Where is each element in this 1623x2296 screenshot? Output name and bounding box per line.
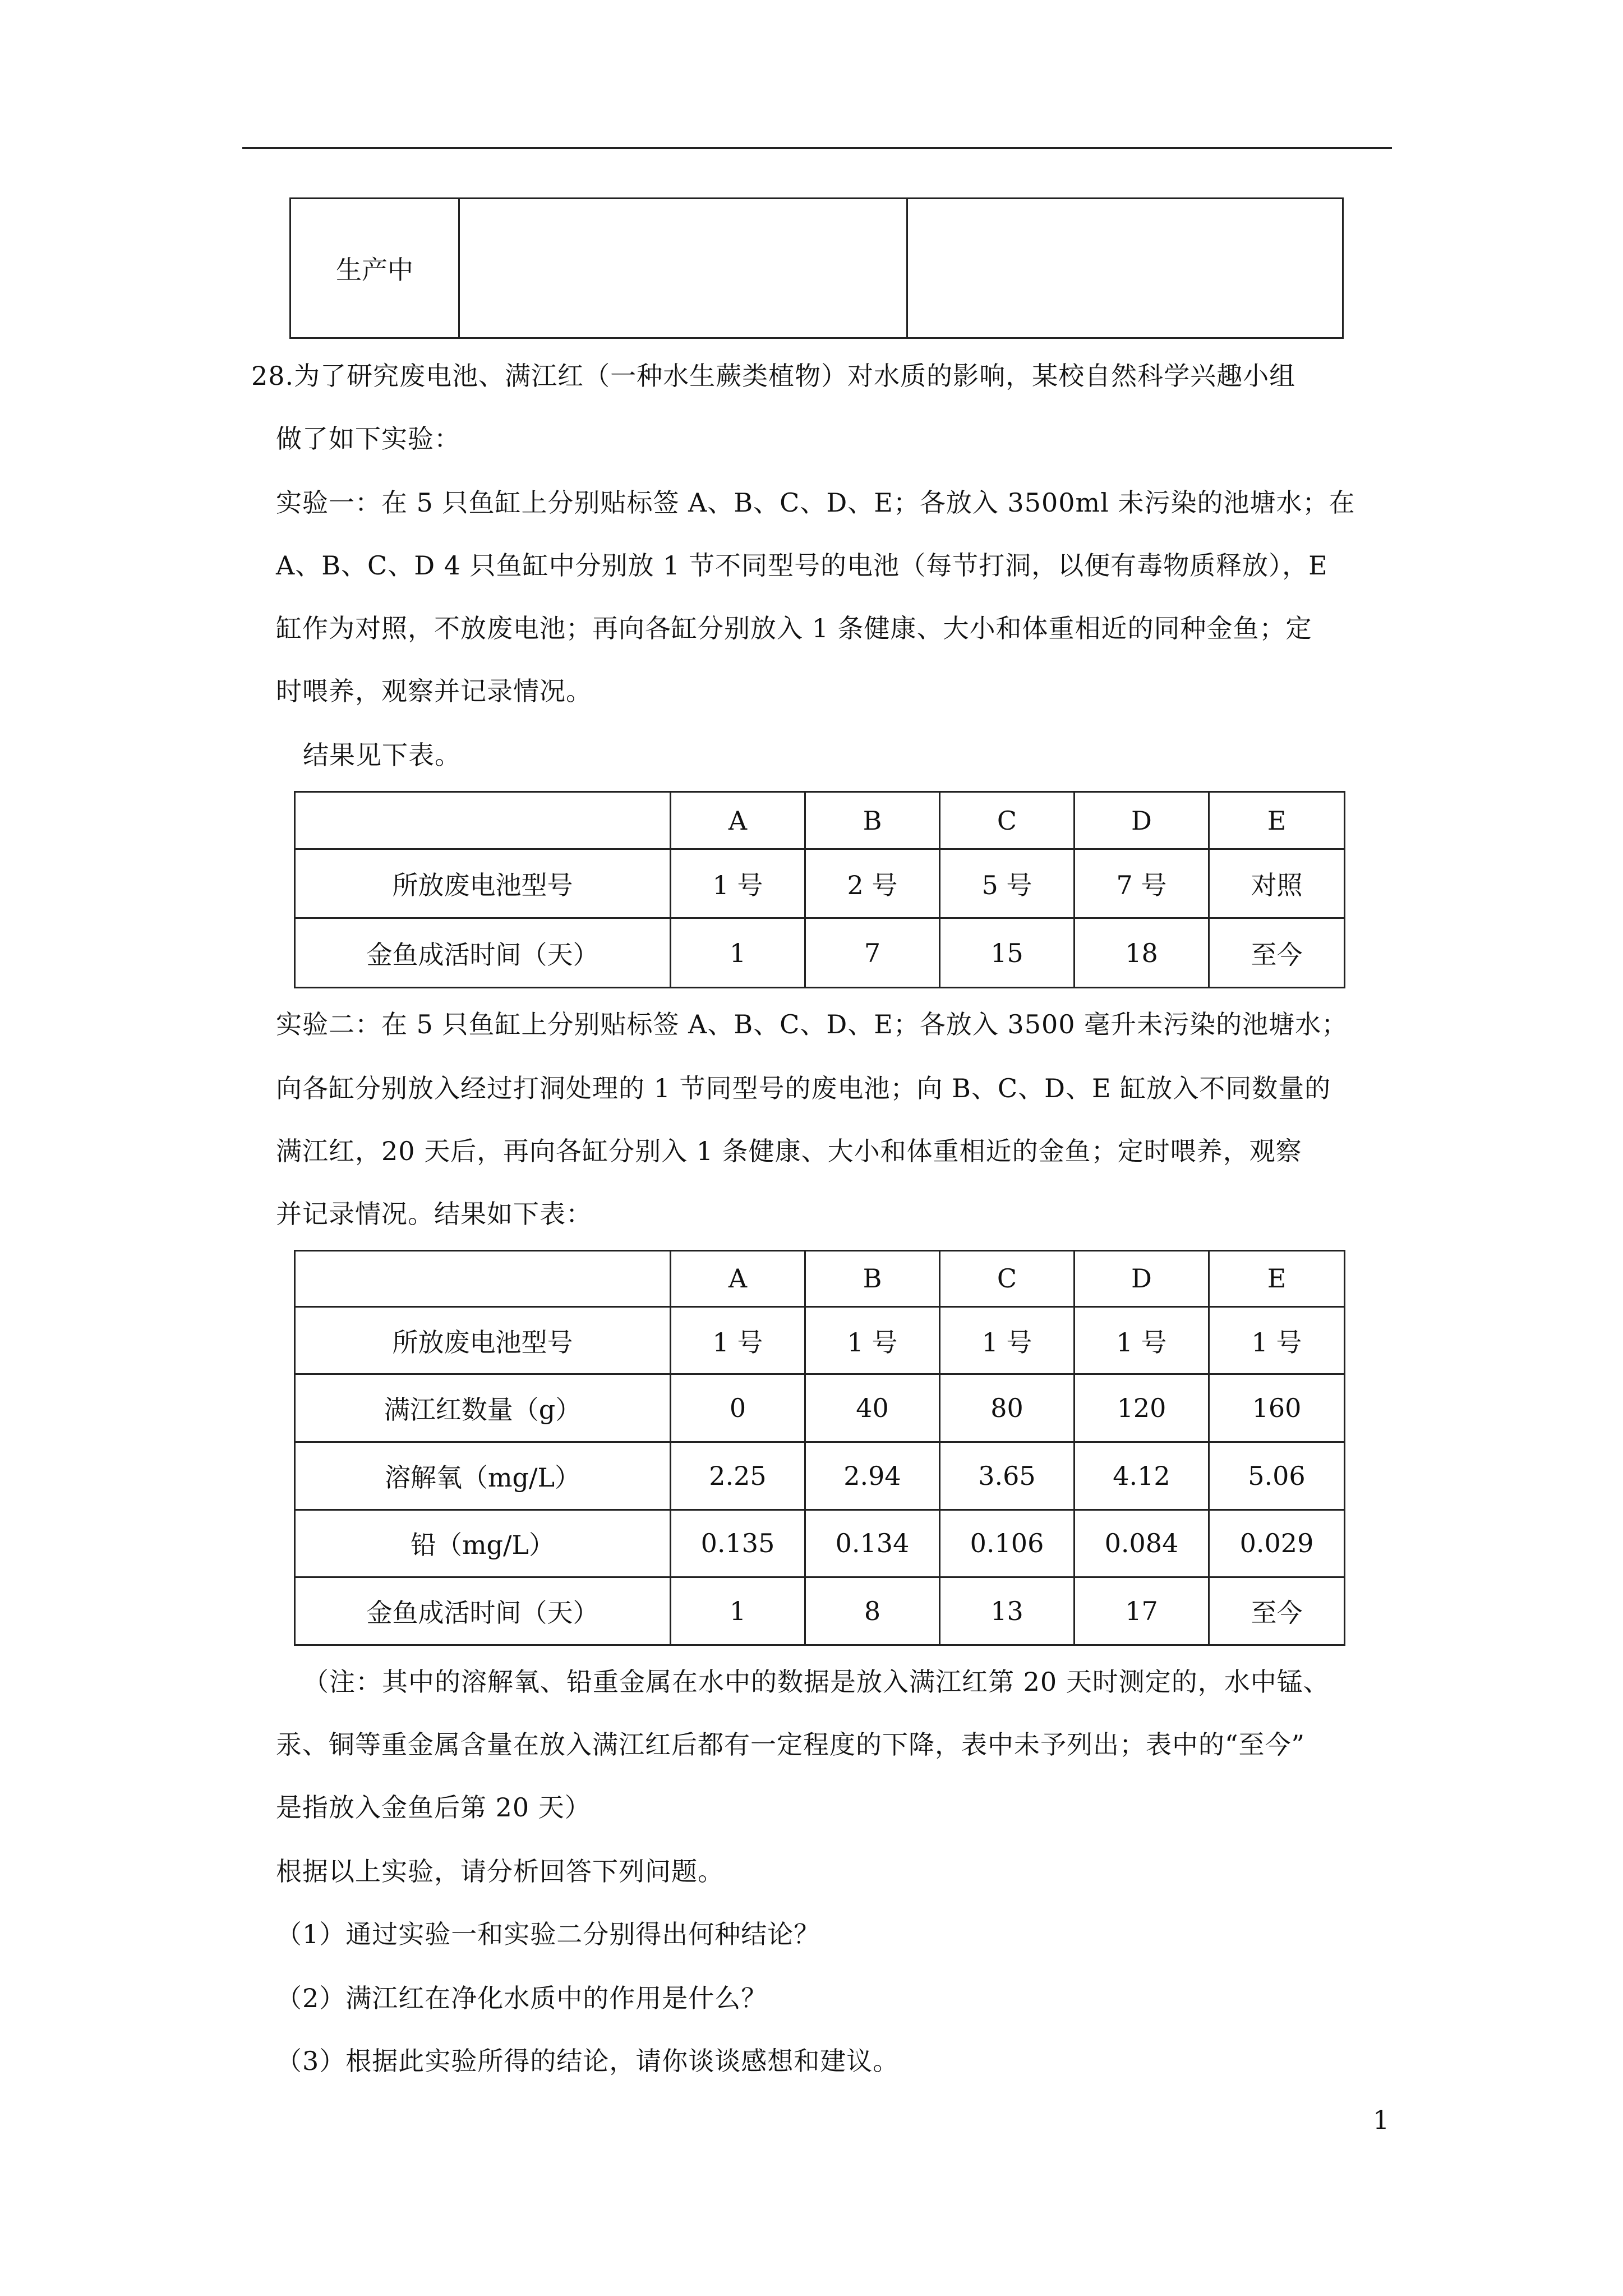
- table-cell: 0.029: [1209, 1510, 1345, 1577]
- sub-question: （2）满江红在净化水质中的作用是什么？: [276, 1983, 768, 2013]
- table-cell: 160: [1209, 1374, 1345, 1442]
- table-cell: 1 号: [671, 849, 805, 918]
- table-header-cell: B: [805, 1251, 940, 1307]
- table-row-label: 所放废电池型号: [295, 849, 671, 918]
- table-cell: 7: [805, 918, 940, 988]
- table-header-cell: [295, 792, 671, 849]
- table-cell: 40: [805, 1374, 940, 1442]
- table-cell: 1 号: [1075, 1306, 1209, 1374]
- experiment-2-line: 满江红，20 天后，再向各缸分别入 1 条健康、大小和体重相近的金鱼；定时喂养，观察: [276, 1136, 1302, 1166]
- table-2: [294, 1250, 1345, 1646]
- note-line: 汞、铜等重金属含量在放入满江红后都有一定程度的下降，表中未予列出；表中的“至今”: [276, 1729, 1306, 1760]
- sub-question: （1）通过实验一和实验二分别得出何种结论？: [276, 1919, 820, 1949]
- table-header-cell: E: [1209, 1251, 1345, 1307]
- page-number: 1: [1373, 2105, 1390, 2135]
- table-header-cell: D: [1075, 1251, 1209, 1307]
- table-row: [295, 918, 1345, 988]
- table-cell: 0.135: [671, 1510, 805, 1577]
- table-header-cell: E: [1209, 792, 1345, 849]
- fragment-row-label: 生产中: [291, 199, 459, 338]
- table-cell: 15: [940, 918, 1075, 988]
- table-cell: 18: [1075, 918, 1209, 988]
- table-cell: 0.106: [940, 1510, 1075, 1577]
- table-row: [295, 1374, 1345, 1442]
- table-row-label: 满江红数量（g）: [295, 1374, 671, 1442]
- table-row-label: 金鱼成活时间（天）: [295, 1577, 671, 1645]
- experiment-2-line: 并记录情况。结果如下表：: [276, 1199, 592, 1229]
- table-cell: 17: [1075, 1577, 1209, 1645]
- fragment-table: [289, 197, 1344, 339]
- table-cell: 5 号: [940, 849, 1075, 918]
- table-cell: 80: [940, 1374, 1075, 1442]
- table-cell: 1: [671, 918, 805, 988]
- note-line: 是指放入金鱼后第 20 天）: [276, 1792, 591, 1823]
- experiment-1-line: A、B、C、D 4 只鱼缸中分别放 1 节不同型号的电池（每节打洞，以便有毒物质释放），E: [276, 550, 1328, 581]
- experiment-1-line: 实验一：在 5 只鱼缸上分别贴标签 A、B、C、D、E；各放入 3500ml 未污染的池塘水；在: [276, 487, 1355, 518]
- table-cell: 1 号: [940, 1306, 1075, 1374]
- table-cell: 至今: [1209, 918, 1345, 988]
- table-row-label: 所放废电池型号: [295, 1306, 671, 1374]
- table-1: [294, 791, 1345, 988]
- experiment-2-line: 实验二：在 5 只鱼缸上分别贴标签 A、B、C、D、E；各放入 3500 毫升未污染的池塘水；: [276, 1009, 1348, 1039]
- table-cell: 0: [671, 1374, 805, 1442]
- table-cell: 2 号: [805, 849, 940, 918]
- note-line: （注：其中的溶解氧、铅重金属在水中的数据是放入满江红第 20 天时测定的，水中锰、: [303, 1667, 1330, 1697]
- experiment-2-line: 向各缸分别放入经过打洞处理的 1 节同型号的废电池；向 B、C、D、E 缸放入不同数量的: [276, 1073, 1331, 1103]
- table-header-cell: A: [671, 792, 805, 849]
- table-cell: [459, 199, 907, 338]
- table-cell: 8: [805, 1577, 940, 1645]
- table-cell: 3.65: [940, 1442, 1075, 1510]
- table-row: [295, 849, 1345, 918]
- experiment-1-line: 缸作为对照，不放废电池；再向各缸分别放入 1 条健康、大小和体重相近的同种金鱼；定: [276, 613, 1312, 643]
- table-header-cell: C: [940, 1251, 1075, 1307]
- table-header-cell: A: [671, 1251, 805, 1307]
- table-header-cell: [295, 1251, 671, 1307]
- table-cell: 13: [940, 1577, 1075, 1645]
- table-cell: 7 号: [1075, 849, 1209, 918]
- table-cell: 1 号: [671, 1306, 805, 1374]
- table-cell: 1 号: [805, 1306, 940, 1374]
- table-1-caption: 结果见下表。: [303, 740, 461, 770]
- table-cell: 1 号: [1209, 1306, 1345, 1374]
- table-header-cell: C: [940, 792, 1075, 849]
- table-cell: 0.084: [1075, 1510, 1209, 1577]
- table-header-row: [295, 1251, 1345, 1307]
- table-cell: 至今: [1209, 1577, 1345, 1645]
- table-cell: [907, 199, 1343, 338]
- table-cell: 5.06: [1209, 1442, 1345, 1510]
- table-row: [295, 1306, 1345, 1374]
- table-cell: 0.134: [805, 1510, 940, 1577]
- table-cell: 1: [671, 1577, 805, 1645]
- question-prompt: 根据以上实验，请分析回答下列问题。: [276, 1856, 724, 1887]
- experiment-1-line: 时喂养，观察并记录情况。: [276, 676, 592, 706]
- table-header-cell: B: [805, 792, 940, 849]
- table-cell: 对照: [1209, 849, 1345, 918]
- header-rule: [242, 147, 1392, 149]
- table-row: [295, 1577, 1345, 1645]
- table-row-label: 溶解氧（mg/L）: [295, 1442, 671, 1510]
- table-cell: 2.94: [805, 1442, 940, 1510]
- table-header-row: [295, 792, 1345, 849]
- table-cell: 120: [1075, 1374, 1209, 1442]
- table-row-label: 金鱼成活时间（天）: [295, 918, 671, 988]
- table-row: [295, 1442, 1345, 1510]
- table-cell: 2.25: [671, 1442, 805, 1510]
- question-intro-line-2: 做了如下实验：: [276, 424, 460, 454]
- question-intro-line-1: 28.为了研究废电池、满江红（一种水生蕨类植物）对水质的影响，某校自然科学兴趣小组: [251, 361, 1296, 391]
- sub-question: （3）根据此实验所得的结论，请你谈谈感想和建议。: [276, 2046, 900, 2076]
- table-row: [291, 199, 1343, 338]
- table-header-cell: D: [1075, 792, 1209, 849]
- table-row: [295, 1510, 1345, 1577]
- table-cell: 4.12: [1075, 1442, 1209, 1510]
- table-row-label: 铅（mg/L）: [295, 1510, 671, 1577]
